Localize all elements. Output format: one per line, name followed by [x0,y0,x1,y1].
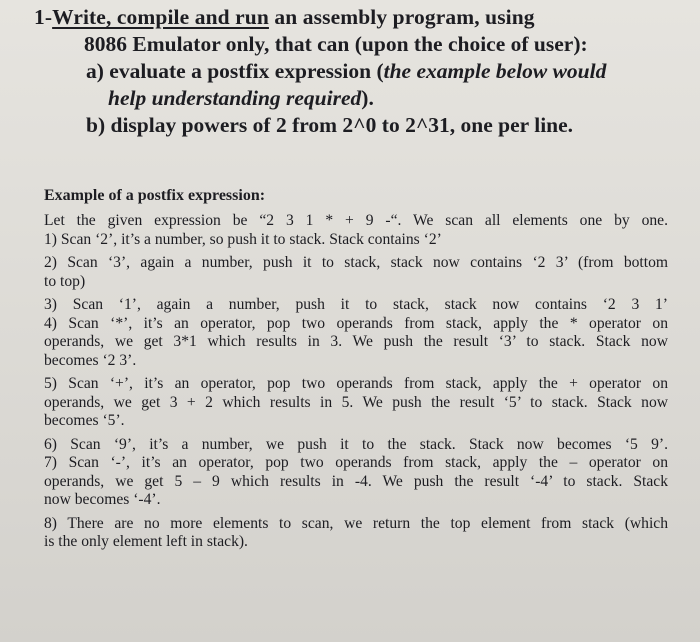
question-line-5: b) display powers of 2 from 2^0 to 2^31, one per line. [86,113,574,137]
example-line: 7) Scan ‘-’, it’s an operator, pop two operands from stack, apply the – operator on [44,454,668,471]
example-line: Let the given expression be “2 3 1 * + 9 -“. We scan all elements one by one. [44,212,668,229]
example-line: operands, we get 3*1 which results in 3. We push the result ‘3’ to stack. Stack now [44,333,668,350]
example-line: 1) Scan ‘2’, it’s a number, so push it to stack. Stack contains ‘2’ [44,230,442,248]
question-line-1-rest: an assembly program, using [268,5,535,29]
example-section [44,186,668,552]
example-line: 8) There are no more elements to scan, we return the top element from stack (which [44,514,668,532]
example-line: 4) Scan ‘*’, it’s an operator, pop two operands from stack, apply the * operator on [44,314,668,332]
question-number: 1- [34,5,53,29]
option-a-text: a) evaluate a postfix expression ( [86,59,384,83]
option-a-italic-cont: help understanding required [108,86,362,110]
question-block [34,4,674,139]
example-line: 2) Scan ‘3’, again a number, push it to stack, stack now contains ‘2 3’ (from bottom [44,254,668,271]
question-line-3 [34,58,674,85]
example-line: becomes ‘2 3’. [44,351,137,369]
question-line-2: 8086 Emulator only, that can (upon the choice of user): [84,32,588,56]
example-line: operands, we get 5 – 9 which results in -4. We push the result ‘-4’ to stack. Stack [44,472,668,490]
example-line: to top) [44,272,86,290]
question-emphasis: Write, compile and run [52,5,269,29]
option-a-end: ). [361,86,374,110]
example-line: becomes ‘5’. [44,412,125,429]
example-line: 3) Scan ‘1’, again a number, push it to stack, stack now contains ‘2 3 1’ [44,296,668,313]
question-line-4 [34,85,674,112]
example-line: is the only element left in stack). [44,533,248,550]
example-line: 5) Scan ‘+’, it’s an operator, pop two operands from stack, apply the + operator on [44,375,668,392]
example-line: 6) Scan ‘9’, it’s a number, we push it to the stack. Stack now becomes ‘5 9’. [44,435,668,453]
option-a-italic: the example below would [383,59,607,83]
example-line: operands, we get 3 + 2 which results in 5. We push the result ‘5’ to stack. Stack now [44,393,668,411]
question-line-1 [34,4,674,31]
example-title: Example of a postfix expression: [44,187,266,204]
example-line: now becomes ‘-4’. [44,491,161,508]
